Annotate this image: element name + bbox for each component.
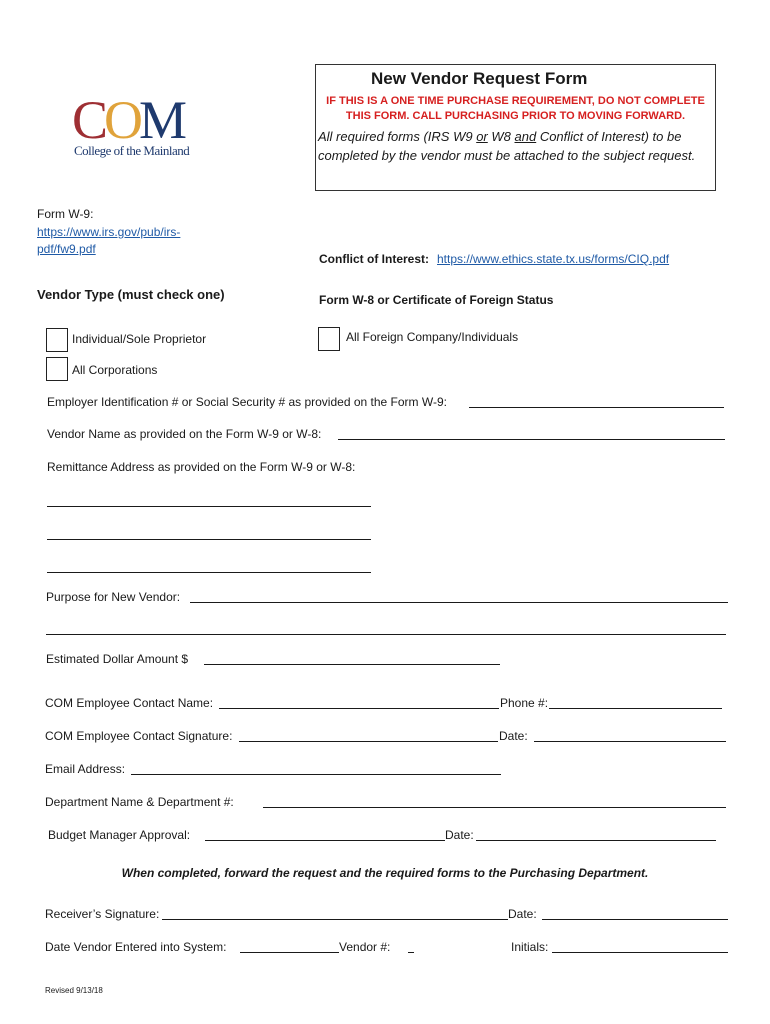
date-entered-field[interactable]: [240, 952, 339, 953]
initials-field[interactable]: [552, 952, 728, 953]
w9-link-line-1: https://www.irs.gov/pub/irs-: [37, 225, 181, 239]
department-label: Department Name & Department #:: [45, 795, 234, 809]
remittance-address-line-1[interactable]: [47, 506, 371, 507]
budget-manager-label: Budget Manager Approval:: [48, 828, 191, 842]
contact-signature-label: COM Employee Contact Signature:: [45, 729, 233, 743]
purpose-label: Purpose for New Vendor:: [46, 590, 181, 604]
contact-name-label: COM Employee Contact Name:: [45, 696, 214, 710]
conflict-of-interest-link[interactable]: https://www.ethics.state.tx.us/forms/CIQ.pdf: [437, 252, 670, 266]
required-text-part: All required forms (IRS W9: [318, 129, 477, 144]
corporations-checkbox[interactable]: [46, 357, 68, 381]
form-w9-link[interactable]: [37, 224, 180, 258]
date-label-1: Date:: [499, 729, 528, 743]
phone-field[interactable]: [549, 708, 722, 709]
individual-checkbox[interactable]: [46, 328, 68, 352]
date-field-1[interactable]: [534, 741, 726, 742]
individual-option-label: Individual/Sole Proprietor: [72, 332, 207, 346]
department-field[interactable]: [263, 807, 726, 808]
required-text-or: or: [476, 129, 488, 144]
ein-label: Employer Identification # or Social Security # as provided on the Form W-9:: [47, 395, 447, 409]
revised-date: Revised 9/13/18: [45, 986, 103, 995]
receiver-signature-field[interactable]: [162, 919, 508, 920]
estimated-amount-label: Estimated Dollar Amount $: [46, 652, 189, 666]
w9-link-line-2: pdf/fw9.pdf: [37, 242, 96, 256]
estimated-amount-field[interactable]: [204, 664, 500, 665]
budget-manager-field[interactable]: [205, 840, 445, 841]
vendor-type-label: Vendor Type (must check one): [37, 287, 225, 302]
date-entered-label: Date Vendor Entered into System:: [45, 940, 227, 954]
initials-label: Initials:: [511, 940, 549, 954]
form-w8-label: Form W-8 or Certificate of Foreign Status: [319, 293, 554, 307]
ein-field[interactable]: [469, 407, 724, 408]
receiver-signature-label: Receiver’s Signature:: [45, 907, 160, 921]
form-header-box: [315, 64, 716, 191]
remittance-address-line-3[interactable]: [47, 572, 371, 573]
phone-label: Phone #:: [500, 696, 549, 710]
date-label-3: Date:: [508, 907, 537, 921]
date-label-2: Date:: [445, 828, 474, 842]
remittance-address-label: Remittance Address as provided on the Form W-9 or W-8:: [47, 460, 356, 474]
conflict-of-interest-label: Conflict of Interest:: [319, 252, 429, 266]
required-forms-note: [318, 127, 713, 165]
purpose-field[interactable]: [190, 602, 728, 603]
forward-instruction: When completed, forward the request and the required forms to the Purchasing Department.: [121, 866, 649, 880]
one-time-purchase-warning: [316, 94, 715, 124]
vendor-number-field[interactable]: [408, 952, 414, 953]
vendor-number-label: Vendor #:: [339, 940, 391, 954]
date-field-2[interactable]: [476, 840, 716, 841]
vendor-name-field[interactable]: [338, 439, 725, 440]
logo-letters: COM: [72, 90, 184, 150]
warning-line-2: THIS FORM. CALL PURCHASING PRIOR TO MOVING FORWARD.: [345, 110, 686, 122]
vendor-name-label: Vendor Name as provided on the Form W-9 or W-8:: [47, 427, 322, 441]
form-w9-label: Form W-9:: [37, 207, 94, 221]
required-text-part: W8: [487, 129, 515, 144]
college-logo: [72, 90, 204, 165]
foreign-option-label: All Foreign Company/Individuals: [346, 330, 519, 344]
corporations-option-label: All Corporations: [72, 363, 158, 377]
contact-signature-field[interactable]: [239, 741, 498, 742]
required-text-and: and: [514, 129, 537, 144]
email-label: Email Address:: [45, 762, 126, 776]
date-field-3[interactable]: [542, 919, 728, 920]
remittance-address-line-2[interactable]: [47, 539, 371, 540]
required-text-part: Conflict of Interest) to be completed by the vendor must be attached to the subject request.: [318, 129, 696, 163]
form-title: New Vendor Request Form: [371, 69, 588, 88]
purpose-field-line-2[interactable]: [46, 634, 726, 635]
foreign-checkbox[interactable]: [318, 327, 340, 351]
logo-subtitle: College of the Mainland: [74, 143, 190, 158]
email-field[interactable]: [131, 774, 501, 775]
warning-line-1: IF THIS IS A ONE TIME PURCHASE REQUIREMENT, DO NOT COMPLETE: [326, 95, 705, 107]
contact-name-field[interactable]: [219, 708, 499, 709]
